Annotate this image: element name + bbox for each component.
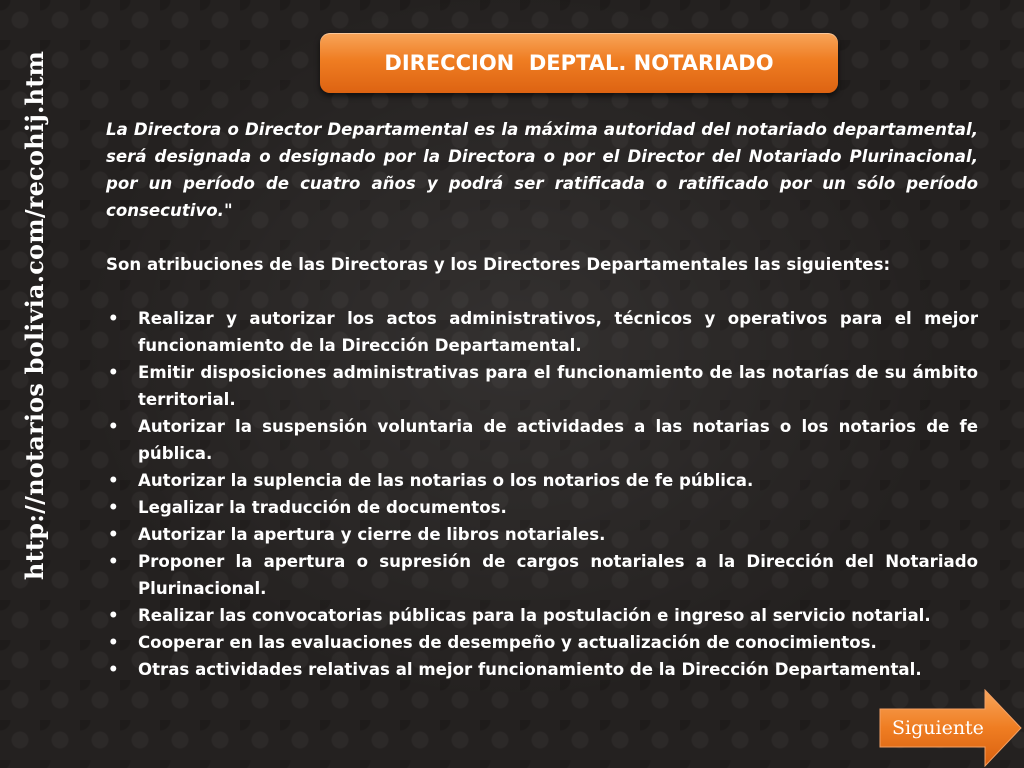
list-item: • Proponer la apertura o supresión de cargos notariales a la Dirección del Notariado Plurinacional. [106,548,978,602]
list-item: • Realizar las convocatorias públicas para la postulación e ingreso al servicio notarial. [106,602,978,629]
page-title-box [320,33,838,93]
list-item: • Autorizar la apertura y cierre de libros notariales. [106,521,978,548]
main-content [106,116,978,683]
intro-paragraph: La Directora o Director Departamental es la máxima autoridad del notariado departamental, será designada o designado por la Directora o por el Director del Notariado Plurinacional, por un período de cuatro años y podrá ser ratificada o ratificado por un sólo período consecutivo." [106,120,978,220]
side-url-text [17,50,53,580]
attributions-list [106,305,978,683]
list-item: • Realizar y autorizar los actos administrativos, técnicos y operativos para el mejor funcionamiento de la Dirección Departamental. [106,305,978,359]
list-item: • Otras actividades relativas al mejor funcionamiento de la Dirección Departamental. [106,656,978,683]
list-item: • Emitir disposiciones administrativas para el funcionamiento de las notarías de su ámbito territorial. [106,359,978,413]
side-url-label: http://notarios bolivia.com/recohij.htm [20,50,50,580]
list-item: • Cooperar en las evaluaciones de desempeño y actualización de conocimientos. [106,629,978,656]
list-item: • Autorizar la suspensión voluntaria de actividades a las notarias o los notarios de fe pública. [106,413,978,467]
attributions-heading: Son atribuciones de las Directoras y los Directores Departamentales las siguientes: [106,255,891,274]
next-button-label: Siguiente [892,717,984,739]
list-item: • Legalizar la traducción de documentos. [106,494,978,521]
next-button[interactable] [878,689,1023,767]
list-item: • Autorizar la suplencia de las notarias o los notarios de fe pública. [106,467,978,494]
page-title: DIRECCION DEPTAL. NOTARIADO [384,51,774,75]
